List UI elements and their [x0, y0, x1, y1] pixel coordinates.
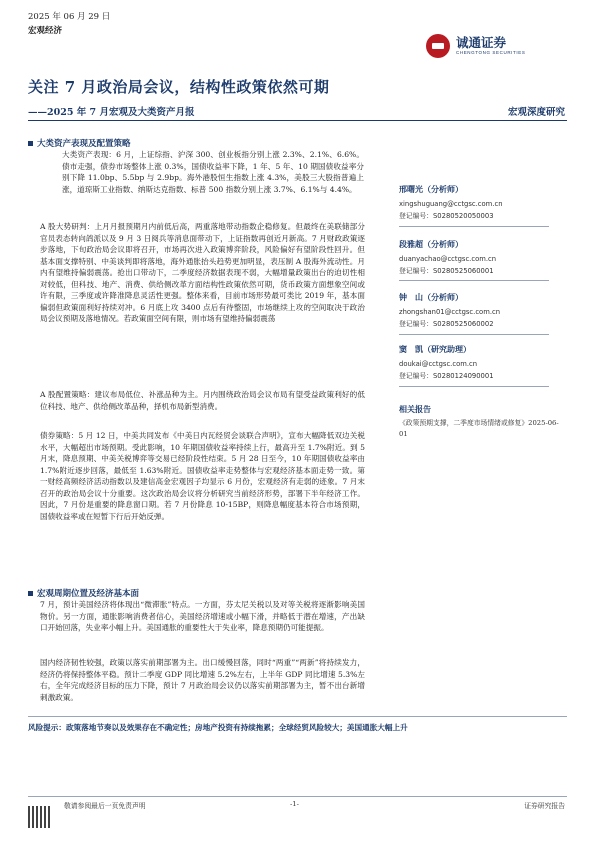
author-name: 窦 凯（研究助理） — [399, 345, 471, 354]
logo-name: 诚通证券 — [456, 35, 507, 50]
risk-warning: 风险提示：政策落地节奏以及效果存在不确定性；房地产投资有持续拖累；全球经贸风险较大；美国通胀大幅上升 — [28, 723, 408, 732]
paragraph-a-share-outlook: A 股大势研判：上月月报预期月内前低后高，两重落地带动指数企稳修复。但最终在美联储部分官员表态转向鸽派以及 9 月 3 日阅兵等消息面带动下，上证指数再创近月新高。7 月财政政策逐步落地，下旬政治局会议即将召开，市场再次进入政策博弈阶段，风险偏好有望阶段性回升。但基本面支撑特别、中美谈判即将落地，海外通胀抬头趋势更加明显，表压制 A 股海外流动性。月内有望维持偏弱震荡。抢出口带动下，二季度经济数据表现不弱，大幅增量政策出台的迫切性相对较低，但科技、地产、消费、供给侧改革方面结构性政策依然可期，货币政策方面想象空间或许有限，三季度或许降准降息灵活性更强。整体来看，目前市场形势最可类比 2019 年，基本面偏弱但政策面利好持续对冲。6 月底上攻 3400 点后有待整固，市场继续上攻的空间取决于政治局会议预期及落地情况。若政策面空间有限，则市场有望维持偏弱震荡 — [40, 222, 365, 324]
author-name: 段雅超（分析师） — [399, 240, 463, 249]
related-report-link[interactable]: 《政策预期支撑，二季度市场情绪或修复》2025-06-01 — [399, 419, 559, 438]
report-subtitle: ——2025 年 7 月宏观及大类资产月报 — [28, 107, 195, 118]
page-number: -1- — [290, 800, 299, 808]
section-title: 宏观周期位置及经济基本面 — [37, 589, 140, 599]
report-title: 关注 7 月政治局会议，结构性政策依然可期 — [28, 78, 330, 96]
square-bullet-icon — [28, 591, 33, 596]
author-registration: 登记编号：S0280520050003 — [399, 212, 494, 220]
report-date: 2025 年 06 月 29 日 — [28, 12, 111, 22]
sidebar-divider — [399, 386, 549, 387]
author-email[interactable]: doukai@cctgsc.com.cn — [399, 360, 478, 368]
paragraph-a-share-strategy: A 股配置策略：建议布局低位、补涨品种为主。月内围绕政治局会议布局有望受益政策利好的低位科技、地产、供给侧改革品种，择机布局新型消费。 — [40, 390, 365, 411]
author-registration: 登记编号：S0280525060002 — [399, 320, 494, 328]
author-card — [399, 344, 549, 380]
square-bullet-icon — [28, 141, 33, 146]
section-heading-assets — [28, 137, 131, 149]
logo-mark-icon — [426, 34, 450, 58]
report-category: 宏观经济 — [28, 26, 63, 36]
sidebar-divider — [399, 280, 549, 281]
footer-report-label: 证券研究报告 — [524, 802, 565, 810]
company-logo — [426, 32, 566, 60]
author-name: 钟 山（分析师） — [399, 293, 463, 302]
author-registration: 登记编号：S0280124090001 — [399, 372, 494, 380]
paragraph-asset-performance: 大类资产表现：6 月，上证综指、沪深 300、创业板指分别上涨 2.3%、2.1%、6.6%。债市走强，债券市场整体上涨 0.3%，国债收益率下降，1 年、5 年、10 期国债收益率分别下降 11.0bp、5.5bp 与 2.9bp。海外港股恒生指数上涨 4.3%，美股三大股指普遍上涨，道琼斯工业指数、纳斯达克指数、标普 500 指数分别上涨 3.7%、6.1%与 4.4%。 — [62, 150, 364, 194]
paragraph-us-economy: 7 月，预计美国经济将体现出“微滞胀”特点。一方面，芬太尼关税以及对等关税将逐渐影响美国物价。另一方面，通胀影响消费者信心，美国经济增速或小幅下滑，并略低于潜在增速，产出缺口开始回落，失业率小幅上升。美国通胀的重要性大于失业率，降息预期仍可能提振。 — [40, 600, 365, 633]
sidebar-divider — [399, 226, 549, 227]
author-email[interactable]: xingshuguang@cctgsc.com.cn — [399, 200, 503, 208]
author-name: 邢曙光（分析师） — [399, 185, 463, 194]
author-card — [399, 184, 549, 220]
footer-disclaimer: 敬请参阅最后一页免责声明 — [64, 802, 146, 810]
author-email[interactable]: duanyachao@cctgsc.com.cn — [399, 255, 497, 263]
sidebar-divider — [399, 334, 549, 335]
author-registration: 登记编号：S0280525060001 — [399, 267, 494, 275]
section-heading-macro — [28, 587, 139, 599]
paragraph-china-economy: 国内经济韧性较强，政策以落实前期部署为主。出口缓慢回落，同时“两重”“两新”将持续发力，经济仍将保持整体平稳。预计二季度 GDP 同比增速 5.2%左右，上半年 GDP 同比增速 5.3%左右，全年完成经济目标的压力下降，预计 7 月政治局会议仍以落实前期部署为主，暂不出台新增刺激政策。 — [40, 658, 365, 702]
related-reports-heading: 相关报告 — [399, 405, 431, 414]
paragraph-bond-strategy: 债券策略：5 月 12 日，中美共同发布《中美日内瓦经贸会谈联合声明》，宣布大幅降低双边关税水平，大幅超出市场预期。受此影响，10 年期国债收益率持续上行，最高升至 1.7%附近。到 5 月末，降息预期、中美关税博弈等交易已经阶段性结束。5 月 28 日至今，10 年期国债收益率由 1.7%附近逐步回落，最低至 1.63%附近。国债收益率走势整体与宏观经济基本面走势一致。第一财经高频经济活动指数以及建信高金宏观因子均显示 6 月份，宏观经济有走弱的迹象。7 月末召开的政治局会议十分重要。这次政治局会议将分析研究当前经济形势，部署下半年经济工作。因此，7 月份是重要的降息窗口期。若 7 月份降息 10-15BP，则降息幅度基本符合市场预期，国债收益率或在短暂下行后开始反弹。 — [40, 431, 365, 521]
logo-name-en: CHENGTONG SECURITIES — [456, 49, 526, 55]
qr-code-icon — [28, 806, 50, 828]
author-card — [399, 239, 549, 275]
footer-divider — [28, 796, 567, 797]
section-title: 大类资产表现及配置策略 — [37, 139, 131, 149]
author-email[interactable]: zhongshan01@cctgsc.com.cn — [399, 308, 501, 316]
title-divider — [28, 120, 567, 121]
author-card — [399, 292, 549, 328]
report-type: 宏观深度研究 — [507, 107, 565, 118]
risk-divider — [28, 716, 567, 717]
